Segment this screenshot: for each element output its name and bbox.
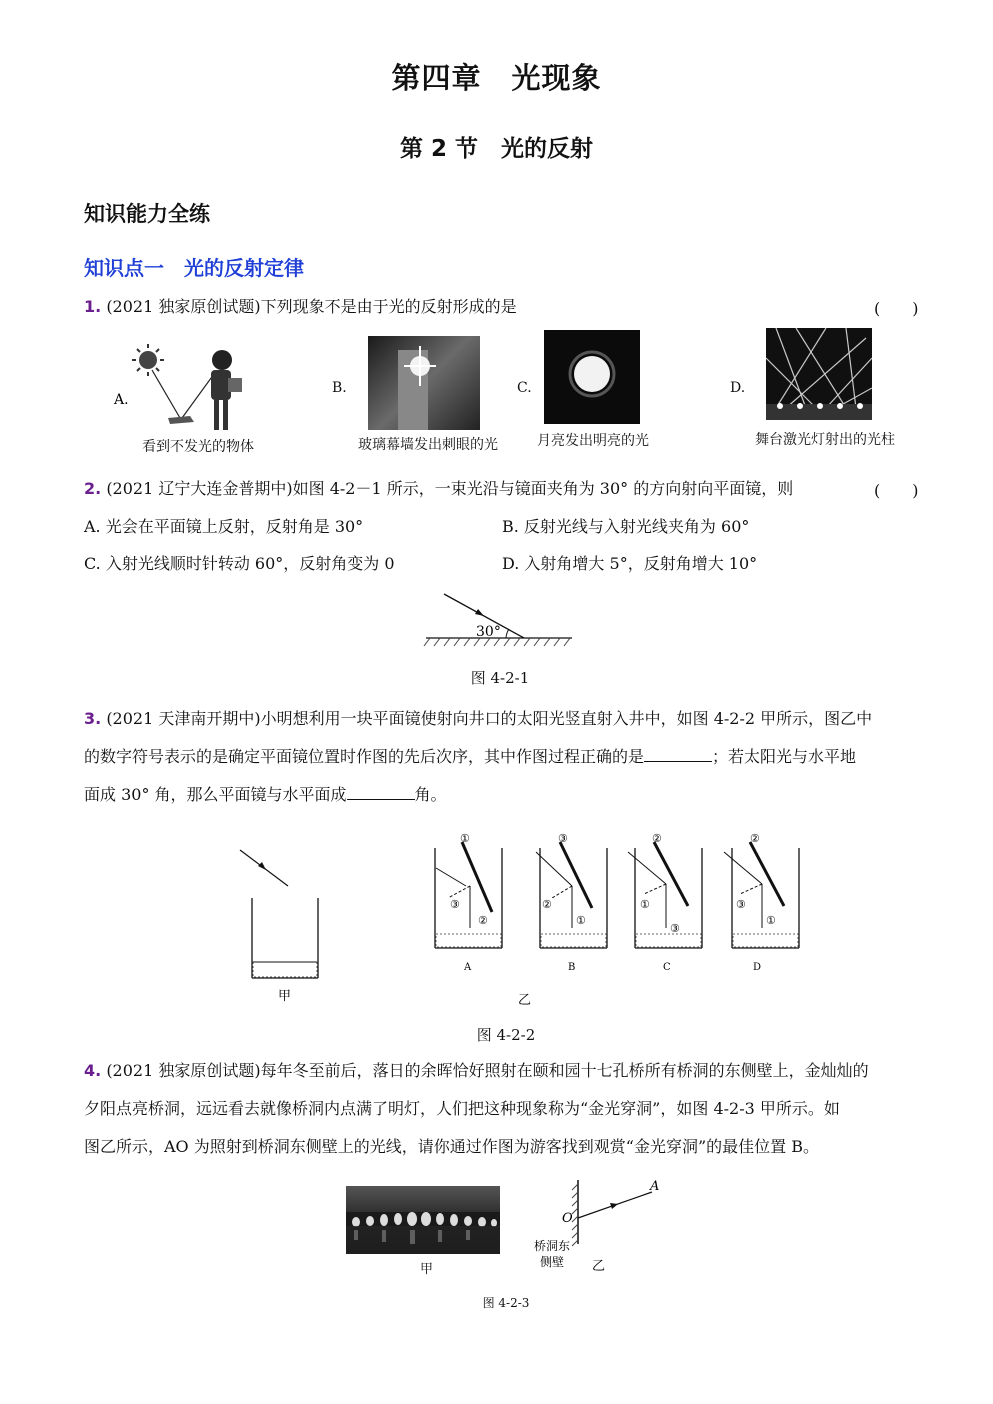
bridge-arches — [346, 1186, 500, 1254]
jia-figure — [240, 850, 318, 978]
wall-label-line-1: 桥洞东 — [534, 1239, 571, 1253]
question-text-line-1: (2021 独家原创试题)每年冬至前后，落日的余晖恰好照射在颐和园十七孔桥所有桥洞的东侧壁上，金灿灿的 — [106, 1061, 869, 1080]
question-text-line-2b: ；若太阳光与水平地 — [712, 747, 857, 766]
figure-caption: 图 4-2-3 — [482, 1296, 530, 1310]
option-c: C. 入射光线顺时针转动 60°，反射角变为 0 — [84, 554, 395, 573]
option-b: B. 反射光线与入射光线夹角为 60° — [502, 517, 750, 536]
question-text-line-2a: 的数字符号表示的是确定平面镜位置时作图的先后次序，其中作图过程正确的是 — [84, 747, 645, 766]
svg-text:②: ② — [542, 898, 552, 911]
well-diagram — [230, 828, 810, 1008]
answer-parenthesis: ( ) — [874, 481, 919, 500]
question-number: 4. — [84, 1061, 102, 1080]
choice-b-diagram — [536, 832, 607, 973]
question-text-line-3a: 面成 30° 角，那么平面镜与水平面成 — [84, 785, 347, 804]
question-number: 1. — [84, 297, 102, 316]
svg-text:②: ② — [652, 832, 662, 845]
svg-text:①: ① — [766, 914, 776, 927]
question-text-line-1: (2021 天津南开期中)小明想利用一块平面镜使射向井口的太阳光竖直射入井中，如图 4-2-2 甲所示，图乙中 — [106, 709, 873, 728]
svg-text:②: ② — [478, 914, 488, 927]
option-c-letter: C. — [517, 380, 532, 396]
sun-icon — [132, 344, 164, 376]
option-d-caption: 舞台激光灯射出的光柱 — [755, 432, 895, 448]
knowledge-point-heading: 知识点一 光的反射定律 — [84, 256, 304, 280]
option-a-letter: A. — [114, 392, 129, 408]
question-4 — [84, 1052, 934, 1166]
answer-parenthesis: ( ) — [874, 299, 919, 318]
bridge-wall-diagram — [532, 1176, 672, 1276]
point-a-label: A — [650, 1179, 660, 1194]
question-number: 2. — [84, 479, 102, 498]
svg-text:①: ① — [460, 832, 470, 845]
figure-caption: 图 4-2-2 — [476, 1026, 536, 1044]
jia-label: 甲 — [278, 989, 292, 1004]
question-number: 3. — [84, 709, 102, 728]
question-3 — [84, 700, 934, 814]
svg-text:①: ① — [640, 898, 650, 911]
choice-d-label: D — [753, 962, 762, 973]
stage-laser-photo — [766, 328, 872, 420]
choice-b-label: B — [568, 962, 576, 973]
point-o-label: O — [562, 1211, 573, 1226]
question-text: (2021 独家原创试题)下列现象不是由于光的反射形成的是 — [106, 297, 517, 316]
part-title: 知识能力全练 — [84, 202, 210, 226]
answer-blank-2[interactable] — [347, 783, 415, 800]
question-2 — [84, 470, 924, 508]
choice-a-label: A — [464, 962, 472, 973]
answer-blank-1[interactable] — [644, 745, 712, 762]
svg-text:③: ③ — [670, 922, 680, 935]
question-text: (2021 辽宁大连金普期中)如图 4-2－1 所示，一束光沿与镜面夹角为 30° 的方向射向平面镜，则 — [106, 479, 794, 498]
mirror-diagram — [420, 590, 580, 652]
section-title: 第 2 节 光的反射 — [399, 136, 594, 162]
yi-label: 乙 — [592, 1259, 606, 1274]
option-a: A. 光会在平面镜上反射，反射角是 30° — [84, 517, 364, 536]
option-d-letter: D. — [730, 380, 746, 396]
jia-label: 甲 — [420, 1262, 434, 1277]
option-b-letter: B. — [332, 380, 347, 396]
svg-text:③: ③ — [450, 898, 460, 911]
option-a-caption: 看到不发光的物体 — [142, 439, 254, 455]
moon-photo — [544, 330, 640, 424]
question-text-line-2: 夕阳点亮桥洞，远远看去就像桥洞内点满了明灯，人们把这种现象称为“金光穿洞”，如图 4-2-3 甲所示。如 — [84, 1099, 840, 1118]
choice-c-diagram — [628, 832, 702, 973]
svg-text:③: ③ — [558, 832, 568, 845]
girl-icon — [211, 350, 242, 430]
question-1 — [84, 288, 924, 326]
question-text-line-3: 图乙所示，AO 为照射到桥洞东侧壁上的光线，请你通过作图为游客找到观赏“金光穿洞”的最佳位置 B。 — [84, 1137, 819, 1156]
chapter-title: 第四章 光现象 — [391, 61, 602, 95]
option-b-caption: 玻璃幕墙发出刺眼的光 — [358, 437, 498, 453]
figure-caption: 图 4-2-1 — [470, 669, 530, 687]
wall-label-line-2: 侧壁 — [540, 1255, 565, 1269]
choice-c-label: C — [663, 962, 671, 973]
option-d: D. 入射角增大 5°，反射角增大 10° — [502, 554, 758, 573]
choice-a-diagram — [435, 832, 502, 973]
svg-text:①: ① — [576, 914, 586, 927]
choice-d-diagram — [724, 832, 799, 973]
seventeen-arch-bridge-photo — [346, 1186, 500, 1254]
question-text-line-3b: 角。 — [414, 785, 447, 804]
svg-text:②: ② — [750, 832, 760, 845]
yi-label: 乙 — [518, 993, 532, 1008]
glass-wall-photo — [368, 336, 480, 430]
angle-label: 30° — [476, 624, 501, 640]
option-c-caption: 月亮发出明亮的光 — [537, 433, 649, 449]
laser-beams — [766, 328, 872, 420]
svg-text:③: ③ — [736, 898, 746, 911]
